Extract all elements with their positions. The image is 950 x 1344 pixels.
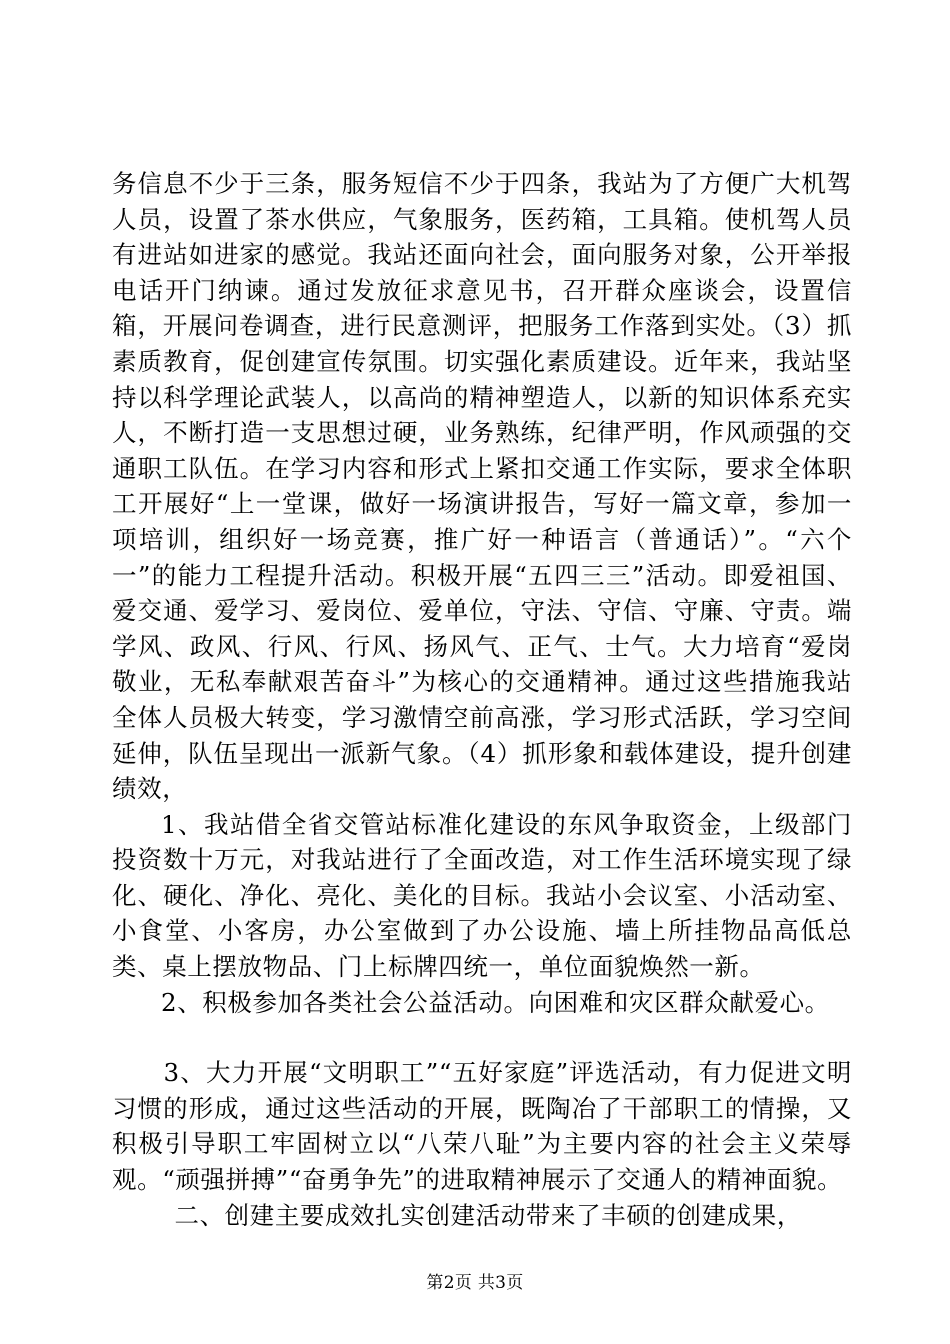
page-footer-page-number: 第2页 共3页 xyxy=(426,1273,524,1293)
paragraph-item-1-renovation: 1、我站借全省交管站标准化建设的东风争取资金，上级部门投资数十万元，对我站进行了全面改造，对工作生活环境实现了绿化、硬化、净化、亮化、美化的目标。我站小会议室、小活动室、小食堂、小客房，办公室做到了办公设施、墙上所挂物品高低总类、桌上摆放物品、门上标牌四统一，单位面貌焕然一新。 xyxy=(112,809,852,982)
paragraph-gap xyxy=(112,1020,852,1055)
paragraph-item-3-evaluation: 3、大力开展“文明职工”“五好家庭”评选活动，有力促进文明习惯的形成，通过这些活动的开展，既陶冶了干部职工的情操，又积极引导职工牢固树立以“八荣八耻”为主要内容的社会主义荣辱观。“顽强拼搏”“奋勇争先”的进取精神展示了交通人的精神面貌。 xyxy=(112,1058,852,1195)
paragraph-section-2-results: 二、创建主要成效扎实创建活动带来了丰硕的创建成果， xyxy=(174,1200,802,1230)
document-body xyxy=(112,166,852,1233)
paragraph-service-and-quality: 务信息不少于三条，服务短信不少于四条，我站为了方便广大机驾人员，设置了茶水供应，气象服务，医药箱，工具箱。使机驾人员有进站如进家的感觉。我站还面向社会，面向服务对象，公开举报电话开门纳谏。通过发放征求意见书，召开群众座谈会，设置信箱，开展问卷调查，进行民意测评，把服务工作落到实处。（3）抓素质教育，促创建宣传氛围。切实强化素质建设。近年来，我站坚持以科学理论武装人，以高尚的精神塑造人，以新的知识体系充实人，不断打造一支思想过硬，业务熟练，纪律严明，作风顽强的交通职工队伍。在学习内容和形式上紧扣交通工作实际，要求全体职工开展好“上一堂课，做好一场演讲报告，写好一篇文章，参加一项培训，组织好一场竞赛，推广好一种语言（普通话）”。“六个一”的能力工程提升活动。积极开展“五四三三”活动。即爱祖国、爱交通、爱学习、爱岗位、爱单位，守法、守信、守廉、守责。端学风、政风、行风、行风、扬风气、正气、士气。大力培育“爱岗敬业，无私奉献艰苦奋斗”为核心的交通精神。通过这些措施我站全体人员极大转变，学习激情空前高涨，学习形式活跃，学习空间延伸，队伍呈现出一派新气象。（4）抓形象和载体建设，提升创建绩效， xyxy=(112,169,852,804)
paragraph-item-2-charity: 2、积极参加各类社会公益活动。向困难和灾区群众献爱心。 xyxy=(161,987,830,1017)
